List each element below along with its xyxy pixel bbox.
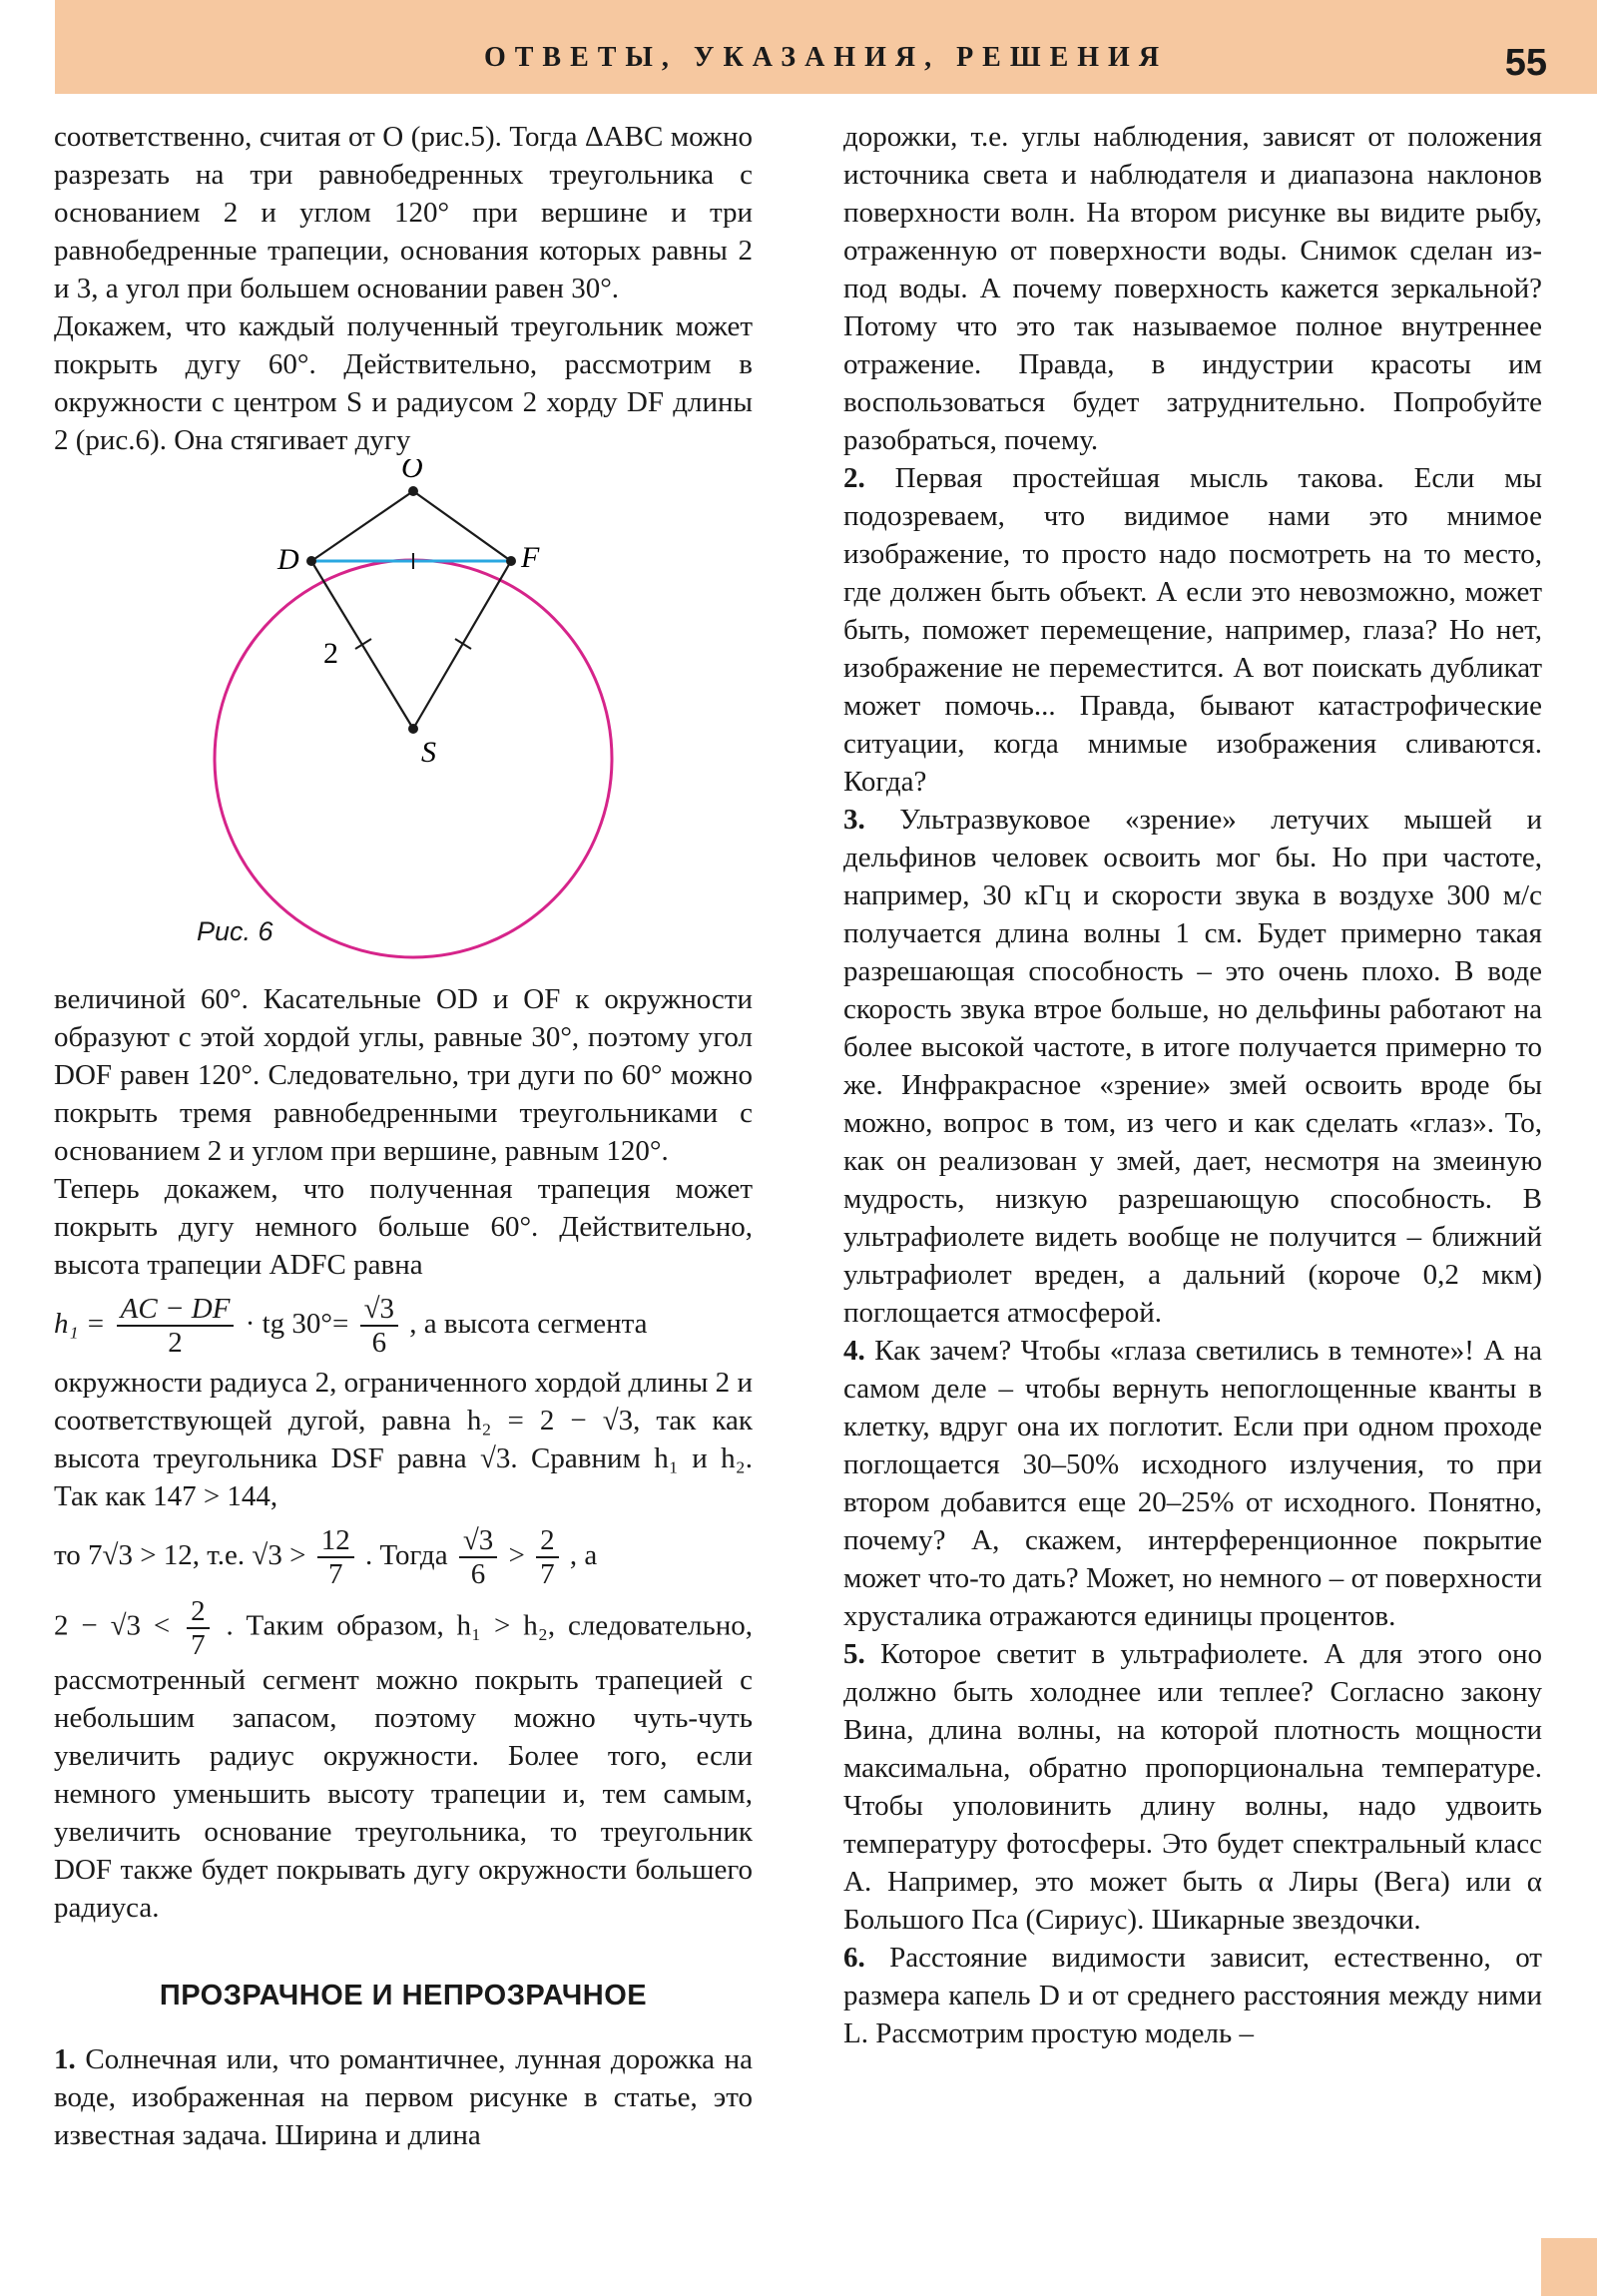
formula-compare-a: то 7√3 > 12, т.е. √3 >: [54, 1539, 306, 1571]
formula-3-text: . Таким образом, h₁ > h₂, следовательно, рассмотренный сегмент можно покрыть трапецией с небольшим запасом, поэтому можно чуть-чуть увеличить радиус окружности. Более того, если немного уменьшить высоту трапеции и, тем самым, увеличить основание треугольника, то треугольник DOF также будет покрывать дугу окружности большего радиуса.: [54, 1609, 753, 1924]
fraction-sqrt3-6b: [459, 1524, 497, 1590]
answer-4-number: 4.: [843, 1335, 865, 1367]
fraction-numerator: 12: [317, 1524, 354, 1558]
formula-compare-b: . Тогда: [364, 1539, 448, 1571]
answer-3-text: Ультразвуковое «зрение» летучих мышей и дельфинов человек освоить мог бы. Но при частоте, например, 30 кГц и скорости звука в воздухе 300 м/с получается длина волны 1 см. Будет примерно такая разрешающая способность – это очень плохо. В воде скорость звука втрое больше, но дельфины работают на более высокой частоте, в итоге получается примерно то же. Инфракрасное «зрение» змей освоить вроде бы можно, вопрос в том, из чего и как сделать «глаз». То, как он реализован у змей, дает, несмотря на змеиную мудрость, низкую разрешающую способность. В ультрафиолете видеть вообще не получится – ближний ультрафиолет вреден, а дальний (короче 0,2 мкм) поглощается атмосферой.: [843, 804, 1543, 1329]
answer-6: [843, 1939, 1542, 2052]
fraction-denominator: 2: [168, 1327, 183, 1360]
fraction-12-7: [317, 1524, 354, 1590]
label-f: F: [521, 541, 540, 574]
fraction-numerator: 2: [187, 1595, 210, 1629]
fraction-ac-df: [117, 1293, 235, 1359]
answer-1-continued: дорожки, т.е. углы наблюдения, зависят от положения источника света и наблюдателя и диапазона наклонов поверхности волн. На втором рисунке вы видите рыбу, отраженную от поверхности воды. Снимок сделан из-под воды. А почему поверхность кажется зеркальной? Потому что это так называемое полное внутреннее отражение. Правда, в индустрии красоты им воспользоваться будет затруднительно. Попробуйте разобраться, почему.: [843, 121, 1542, 456]
left-paragraph-4: Теперь докажем, что полученная трапеция может покрыть дугу немного больше 60°. Действительно, высота трапеции ADFC равна: [54, 1173, 753, 1281]
page-header: [55, 0, 1597, 94]
left-paragraph-5: окружности радиуса 2, ограниченного хордой длины 2 и соответствующей дугой, равна h₂ = 2 − √3, так как высота треугольника DSF равна √3. Сравним h₁ и h₂. Так как 147 > 144,: [54, 1367, 753, 1512]
answer-3: [843, 801, 1542, 1332]
fraction-denominator: 7: [191, 1629, 206, 1661]
answer-4: [843, 1332, 1542, 1635]
fraction-numerator: 2: [536, 1524, 559, 1558]
fraction-2-7b: [187, 1595, 210, 1661]
answer-3-number: 3.: [843, 804, 865, 836]
answer-2-number: 2.: [843, 462, 865, 494]
formula-compare-c: , а: [569, 1539, 598, 1571]
answer-1-text: Солнечная или, что романтичнее, лунная дорожка на воде, изображенная на первом рисунке в статье, это известная задача. Ширина и длина: [54, 2043, 754, 2151]
point-f: [506, 556, 516, 566]
formula-3-a: 2 − √3 <: [54, 1609, 171, 1642]
label-s: S: [421, 736, 436, 769]
point-o: [408, 486, 418, 496]
left-paragraph-2: Докажем, что каждый полученный треугольник может покрыть дугу 60°. Действительно, рассмотрим в окружности с центром S и радиусом 2 хорду DF длины 2 (рис.6). Она стягивает дугу: [54, 310, 753, 456]
answer-5: [843, 1635, 1542, 1939]
figure-6: [54, 459, 753, 980]
point-d: [306, 556, 316, 566]
figure-caption: Рис. 6: [197, 916, 273, 946]
answer-5-text: Которое светит в ультрафиолете. А для этого оно должно быть холоднее или теплее? Согласно закону Вина, длина волны, на которой плотность мощности максимальна, обратно пропорциональна температуре. Чтобы уполовинить длину волны, надо удвоить температуру фотосферы. Это будет спектральный класс A. Например, это может быть α Лиры (Вега) или α Большого Пса (Сириус). Шикарные звездочки.: [843, 1638, 1542, 1936]
section-title: ПРОЗРАЧНОЕ И НЕПРОЗРАЧНОЕ: [159, 1980, 648, 2011]
formula-compare: [54, 1515, 753, 1595]
label-side-2: 2: [323, 637, 338, 670]
fraction-sqrt3-6: [360, 1293, 398, 1359]
answer-6-text: Расстояние видимости зависит, естественно, от размера капель D и от среднего расстояния между ними L. Рассмотрим простую модель –: [843, 1942, 1542, 2049]
fraction-2-7: [536, 1524, 559, 1590]
fraction-denominator: 7: [327, 1558, 343, 1591]
formula-h1: [54, 1284, 753, 1364]
left-paragraph-6: [54, 1595, 753, 1927]
radius-sf: [413, 561, 511, 729]
left-paragraph-1: соответственно, считая от O (рис.5). Тогда ΔABC можно разрезать на три равнобедренных треугольника с основанием 2 и углом 120° при вершине и три равнобедренные трапеции, основания которых равны 2 и 3, а угол при большем основании равен 30°.: [54, 121, 753, 304]
header-title: ОТВЕТЫ, УКАЗАНИЯ, РЕШЕНИЯ: [483, 42, 1169, 73]
formula-gt: >: [508, 1539, 525, 1571]
fraction-denominator: 6: [371, 1327, 387, 1360]
answer-1-number: 1.: [54, 2043, 76, 2075]
tangent-of: [413, 491, 511, 561]
point-s: [408, 724, 418, 734]
label-d: D: [277, 543, 299, 576]
tangent-od: [311, 491, 413, 561]
fraction-numerator: √3: [459, 1524, 497, 1558]
fraction-denominator: 7: [540, 1558, 555, 1591]
right-column: [843, 118, 1542, 2052]
left-paragraph-3: величиной 60°. Касательные OD и OF к окружности образуют с этой хордой углы, равные 30°, поэтому угол DOF равен 120°. Следовательно, три дуги по 60° можно покрыть тремя равнобедренными треугольниками с основанием 2 и углом при вершине, равным 120°.: [54, 983, 753, 1167]
corner-tab: [1541, 2238, 1597, 2296]
answer-5-number: 5.: [843, 1638, 865, 1670]
answer-6-number: 6.: [843, 1942, 865, 1974]
answer-2-text: Первая простейшая мысль такова. Если мы подозреваем, что видимое нами это мнимое изображение, то просто надо посмотреть на то место, где должен быть объект. А если это невозможно, может быть, поможет перемещение, например, глаза? Но нет, изображение не переместится. А вот поискать дубликат может помочь... Правда, бывают катастрофические ситуации, когда мнимые изображения сливаются. Когда?: [843, 462, 1542, 798]
left-column: [54, 118, 753, 2154]
answer-1: [54, 2040, 753, 2154]
radius-tick-right: [455, 639, 471, 649]
circle-diagram: [54, 459, 753, 980]
fraction-numerator: AC − DF: [117, 1293, 235, 1327]
answer-2: [843, 459, 1542, 801]
page-number: 55: [1504, 42, 1547, 84]
fraction-denominator: 6: [470, 1558, 486, 1591]
formula-tail: , а высота сегмента: [409, 1308, 648, 1340]
circle: [215, 560, 612, 957]
fraction-numerator: √3: [360, 1293, 398, 1327]
answer-4-text: Как зачем? Чтобы «глаза светились в темноте»! А на самом деле – чтобы вернуть непоглощенные кванты в клетку, вдруг она их поглотит. Если при одном проходе поглощается 30–50% исходного излучения, то при втором добавится еще 20–25% от исходного. Понятно, почему? А, скажем, интерференционное покрытие может что-то дать? Может, но немного – от поверхности хрусталика отражаются единицы процентов.: [843, 1335, 1543, 1632]
formula-h1-label: h₁ =: [54, 1308, 106, 1340]
label-o: O: [401, 459, 423, 484]
formula-tg: · tg 30°=: [245, 1308, 349, 1340]
